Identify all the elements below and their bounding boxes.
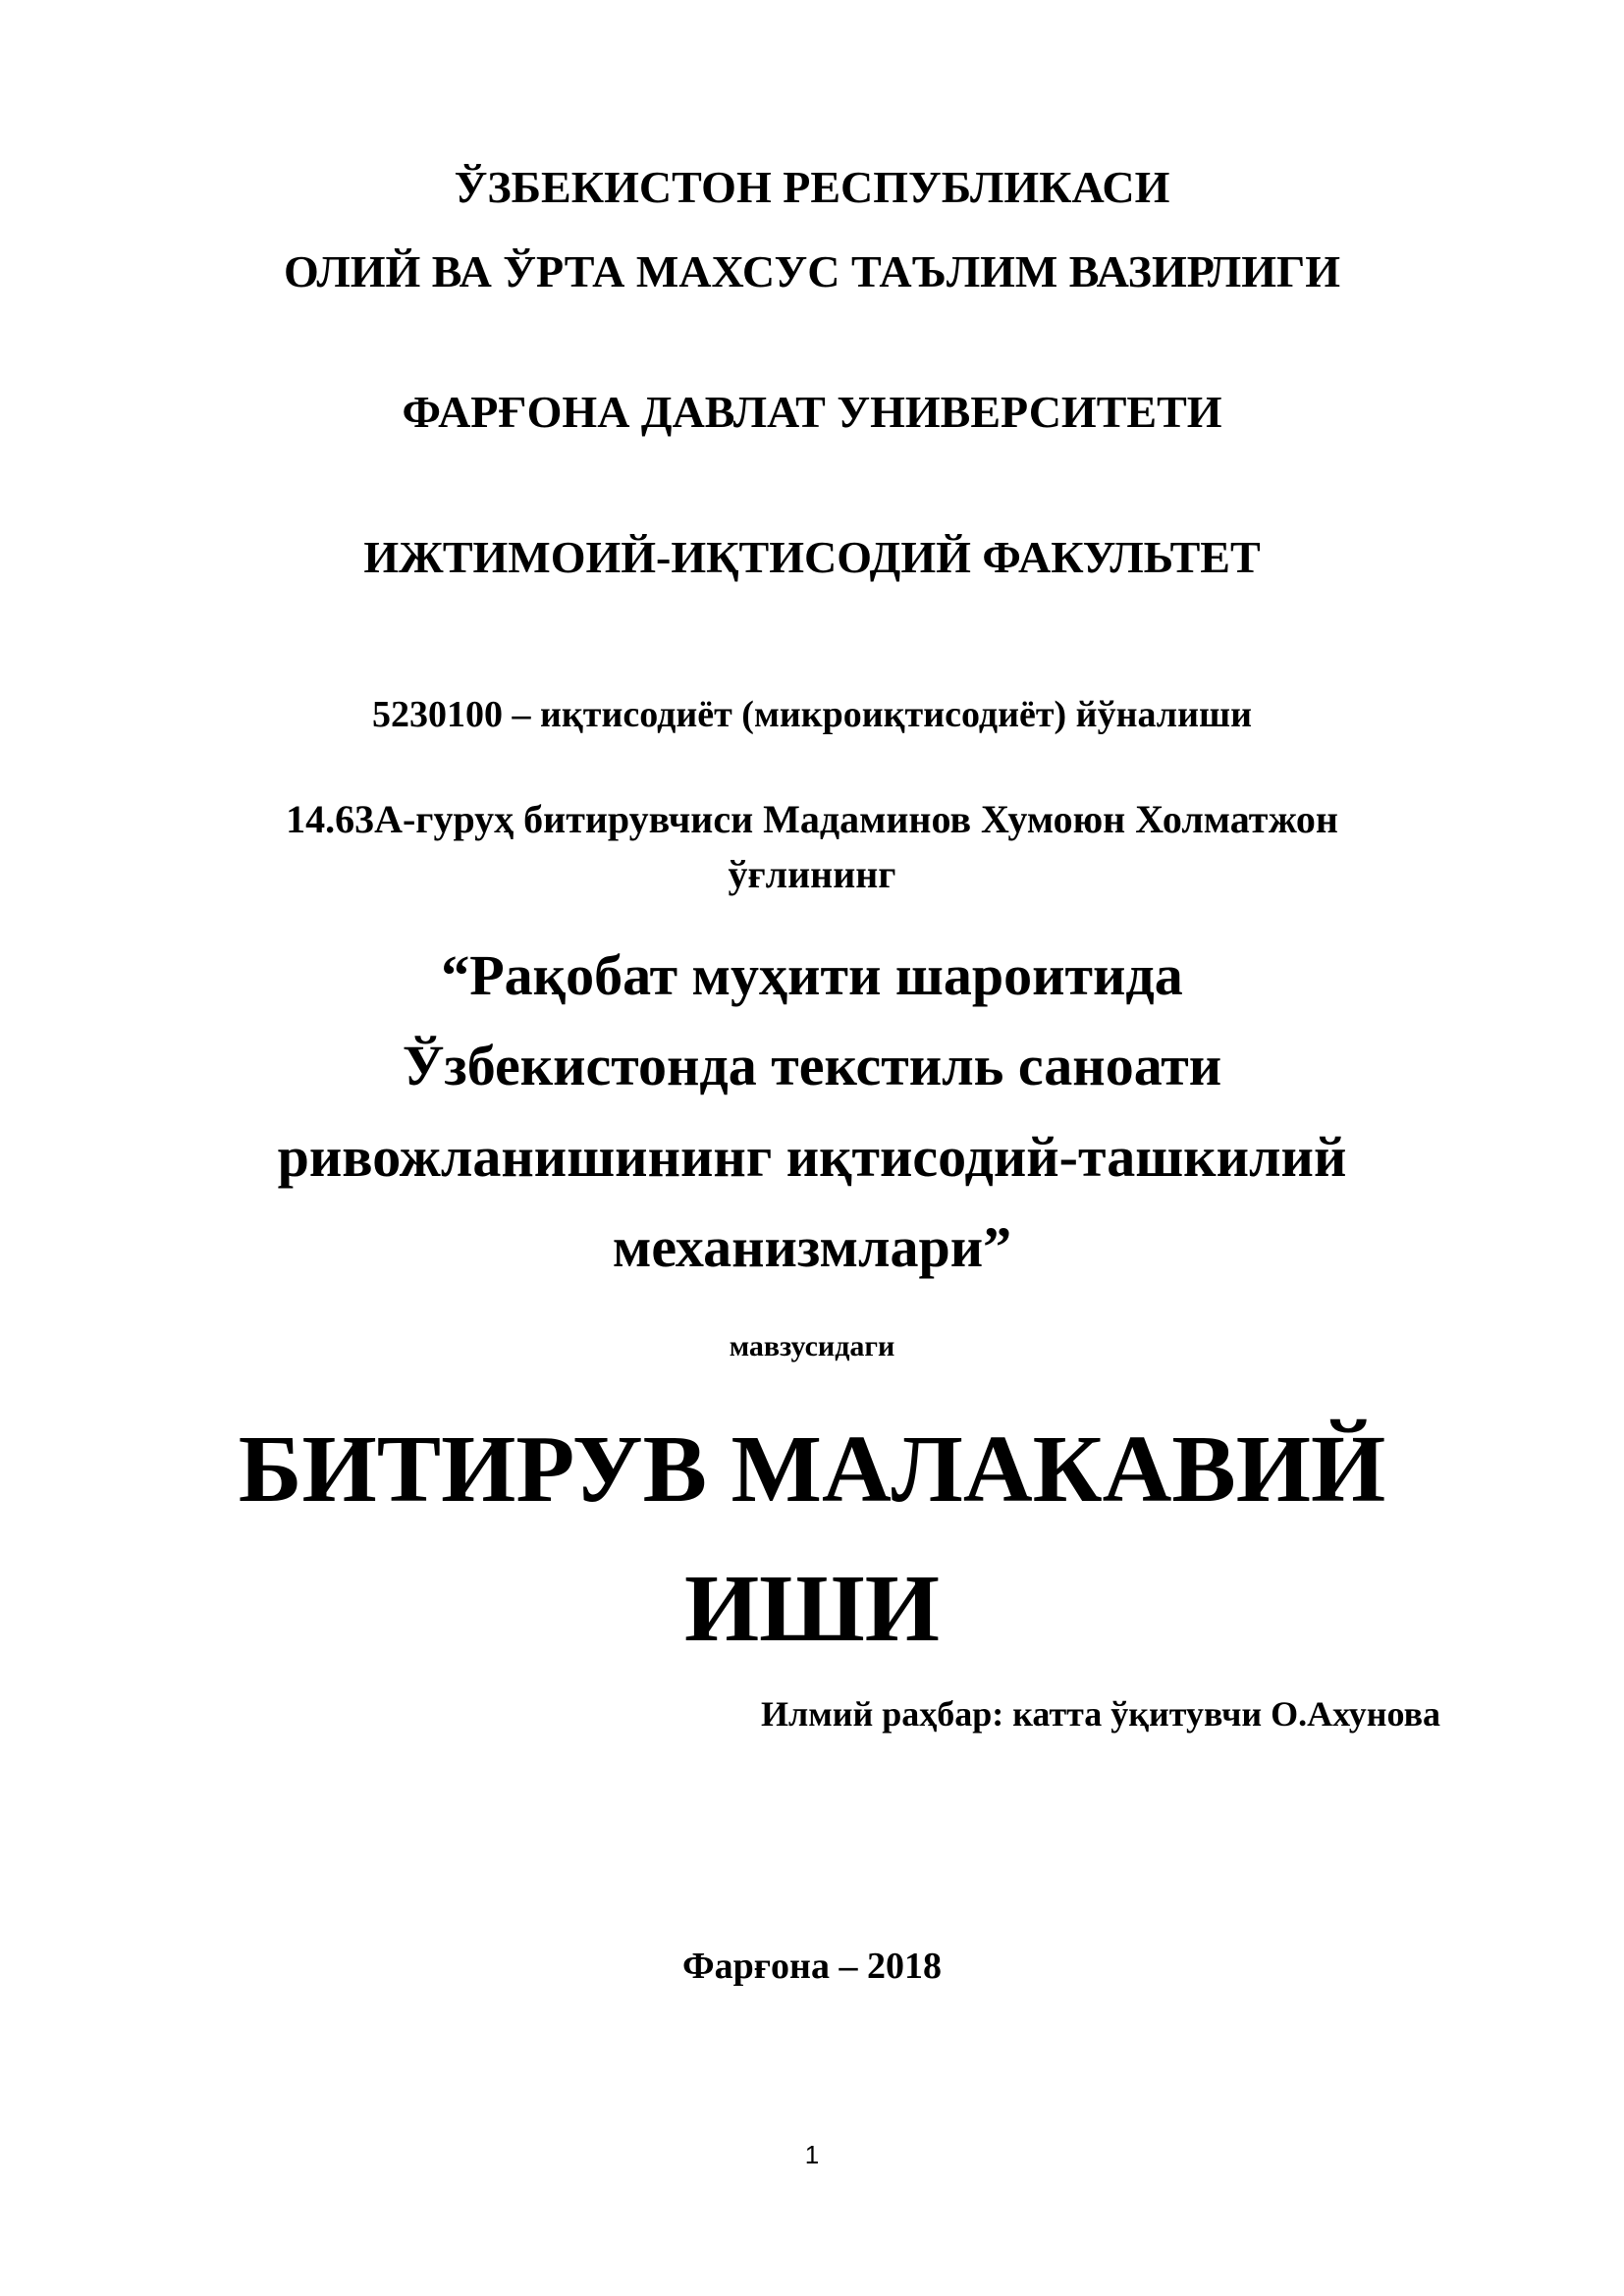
program-line: 5230100 – иқтисодиёт (микроиқтисодиёт) йўналиши <box>372 694 1252 735</box>
faculty-heading: ИЖТИМОИЙ-ИҚТИСОДИЙ ФАКУЛЬТЕТ <box>363 532 1261 582</box>
student-line-continued: ўғлининг <box>728 852 896 896</box>
topic-line-2: Ўзбекистонда текстиль саноати <box>402 1034 1222 1097</box>
ministry-heading: ОЛИЙ ВА ЎРТА МАХСУС ТАЪЛИМ ВАЗИРЛИГИ <box>283 246 1341 296</box>
topic-line-3: ривожланишининг иқтисодий-ташкилий <box>277 1125 1347 1189</box>
student-line: 14.63А-гуруҳ битирувчиси Мадаминов Хумоюн Холматжон <box>286 797 1338 841</box>
work-type-line-2: ИШИ <box>683 1556 941 1662</box>
topic-line-1: “Рақобат муҳити шароитида <box>441 943 1183 1007</box>
republic-heading: ЎЗБЕКИСТОН РЕСПУБЛИКАСИ <box>454 162 1170 212</box>
university-heading: ФАРҒОНА ДАВЛАТ УНИВЕРСИТЕТИ <box>402 387 1222 437</box>
work-type-line-1: БИТИРУВ МАЛАКАВИЙ <box>238 1416 1386 1522</box>
topic-line-4: механизмлари” <box>612 1215 1012 1279</box>
page-number: 1 <box>804 2140 820 2169</box>
subject-label: мавзусидаги <box>729 1330 895 1362</box>
supervisor-line: Илмий раҳбар: катта ўқитувчи О.Ахунова <box>761 1694 1441 1734</box>
place-year: Фарғона – 2018 <box>682 1946 942 1987</box>
